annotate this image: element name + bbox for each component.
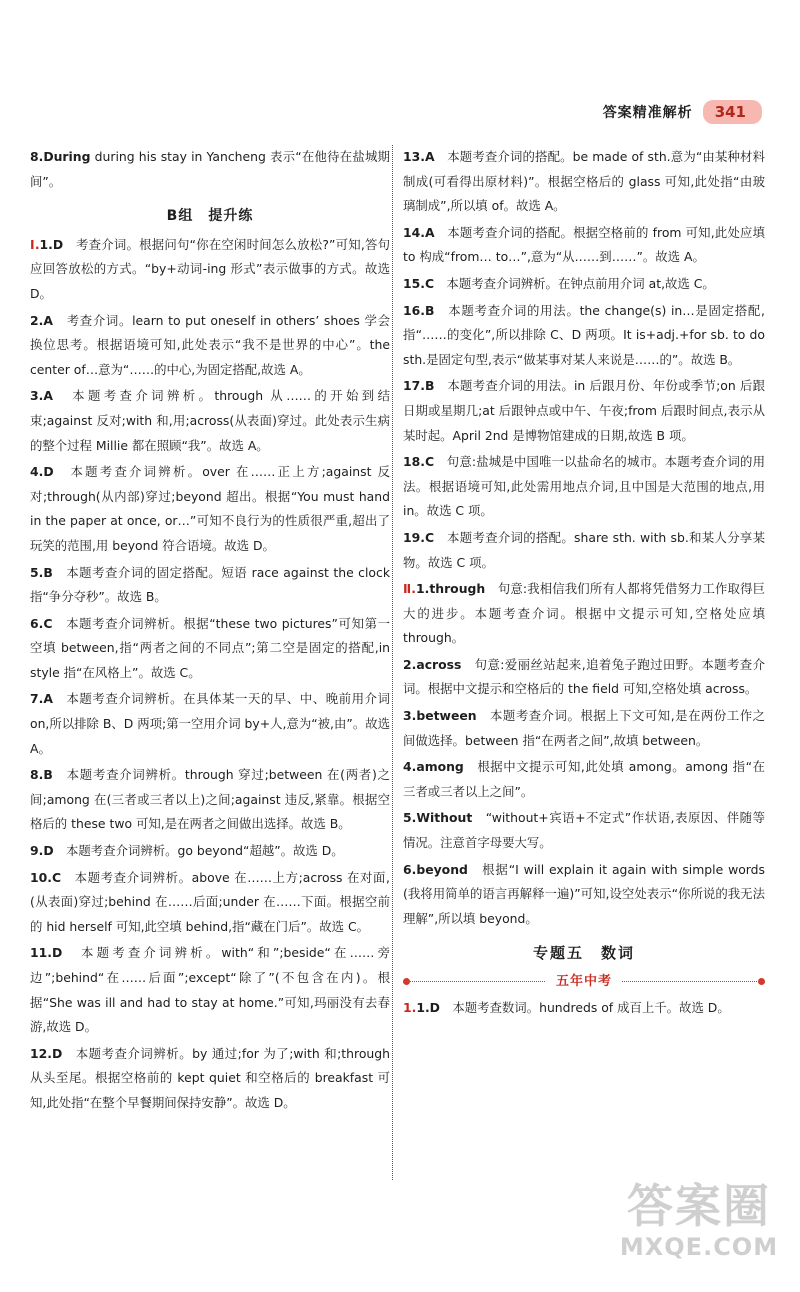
page-number-badge: 341 [703, 100, 762, 124]
answer-explanation: 考查介词。根据问句“你在空闲时间怎么放松?”可知,答句应回答放松的方式。“by+动词-ing 形式”表示做事的方式。故选 D。 [30, 236, 390, 301]
rule-dot-left [403, 978, 410, 985]
answer-item [30, 460, 390, 558]
answer-explanation: 本题考查介词辨析。根据“these two pictures”可知第一空填 between,指“两者之间的不同点”;第二空是固定的搭配,in style 指“在风格上”。故选 C。 [30, 615, 390, 680]
five-year-label: 五年中考 [546, 970, 622, 995]
topic-heading: 专题五 数词 [532, 944, 635, 963]
answer-item [403, 374, 765, 448]
answer-explanation: 本题考查介词辨析。在具体某一天的早、中、晚前用介词 on,所以排除 B、D 两项;第一空用介词 by+人,意为“被,由”。故选 A。 [30, 691, 390, 756]
answer-explanation: 本题考查介词的固定搭配。短语 race against the clock 指“争分夺秒”。故选 B。 [30, 564, 390, 605]
header-title: 答案精准解析 [602, 105, 693, 121]
answer-explanation: 本题考查介词的搭配。根据空格前的 from 可知,此处应填 to 构成“from… to…”,意为“从……到……”。故选 A。 [403, 224, 765, 265]
answer-number: 6.C [30, 615, 53, 631]
answer-item [403, 806, 765, 855]
column-divider [392, 145, 393, 1180]
section-mark: Ⅰ. [30, 236, 40, 252]
answer-item [403, 272, 765, 297]
answer-number: 17.B [403, 378, 435, 394]
section-mark: Ⅱ. [403, 581, 416, 597]
answer-item [30, 763, 390, 837]
answer-explanation: during his stay in Yancheng 表示“在他待在盐城期间”。 [30, 149, 390, 189]
answer-number: 15.C [403, 275, 435, 291]
answer-number: 5.Without [403, 810, 473, 826]
answer-number: 8.During [30, 149, 91, 164]
answer-item [403, 704, 765, 753]
answer-explanation: 本题考查介词辨析。在钟点前用介词 at,故选 C。 [434, 275, 715, 291]
answer-item [403, 653, 765, 702]
answer-number: 10.C [30, 869, 62, 885]
section-mark: 1. [403, 1000, 417, 1015]
answer-item [30, 941, 390, 1039]
answer-item [403, 299, 765, 373]
answer-number: 8.B [30, 767, 53, 783]
answer-number: 1.D [39, 236, 64, 252]
answer-explanation: 本题考查介词的搭配。share sth. with sb.和某人分享某物。故选 C 项。 [403, 529, 765, 570]
answer-number: 12.D [30, 1045, 63, 1061]
answer-number: 3.A [30, 388, 53, 404]
answer-explanation: 句意:爱丽丝站起来,追着兔子跑过田野。本题考查介词。根据中文提示和空格后的 the field 可知,空格处填 across。 [403, 656, 765, 697]
answer-explanation: 根据“I will explain it again with simple words (我将用简单的语言再解释一遍)”可知,设空处表示“你所说的我无法理解”,所以填 beyond。 [403, 861, 765, 926]
answer-number: 18.C [403, 454, 435, 470]
page-header [603, 100, 762, 124]
answer-item [403, 221, 765, 270]
answer-number: 5.B [30, 564, 53, 580]
group-heading: B组 提升练 [166, 208, 254, 225]
answer-item [30, 561, 390, 610]
answer-explanation: 本题考查介词辨析。through 穿过;between 在(两者)之间;among 在(三者或三者以上)之间;against 违反,紧靠。根据空格后的 these two 可知,是在两者之间做出选择。故选 B。 [30, 767, 390, 832]
right-column [403, 145, 765, 1023]
answer-number: 4.D [30, 464, 54, 480]
answer-item [403, 145, 765, 219]
answer-number: 7.A [30, 691, 53, 707]
watermark-logo [614, 1180, 784, 1270]
answer-item [30, 145, 390, 194]
answer-item [30, 612, 390, 686]
answer-number: 13.A [403, 149, 435, 164]
answer-explanation: 本题考查介词的搭配。be made of sth.意为“由某种材料制成(可看得出原材料)”。根据空格后的 glass 可知,此处指“由玻璃制成”,所以填 of。故选 A。 [403, 149, 765, 214]
answer-explanation: 考查介词。learn to put oneself in others’ shoes 学会换位思考。根据语境可知,此处表示“我不是世界的中心”。the center of…意为“……的中心,为固定搭配,故选 A。 [30, 312, 390, 377]
answer-explanation: 句意:盐城是中国唯一以盐命名的城市。本题考查介词的用法。根据语境可知,此处需用地点介词,且中国是大范围的地点,用 in。故选 C 项。 [403, 454, 765, 519]
watermark-logo-text: 答案圈 [627, 1179, 771, 1233]
answer-item [403, 755, 765, 804]
answer-explanation: 句意:我相信我们所有人都将凭借努力工作取得巨大的进步。本题考查介词。根据中文提示可知,空格处应填 through。 [403, 581, 765, 646]
answer-explanation: “without+宾语+不定式”作状语,表原因、伴随等情况。注意首字母要大写。 [403, 810, 765, 851]
left-column [30, 145, 390, 1118]
answer-item [30, 687, 390, 761]
watermark-url: MXQE.COM [619, 1233, 779, 1261]
answer-number: 1.through [416, 581, 486, 597]
answer-number: 14.A [403, 224, 435, 240]
answer-explanation: 本题考查介词。根据上下文可知,是在两份工作之间做选择。between 指“在两者之间”,故填 between。 [403, 708, 765, 748]
answer-item [30, 1042, 390, 1116]
answer-item [403, 526, 765, 575]
answer-explanation: 本题考查介词辨析。with“和”;beside“在……旁边”;behind“在……后面”;except“除了”(不包含在内)。根据“She was ill and had to stay at home.”可知,玛丽没有去春游,故选 D。 [30, 945, 390, 1035]
answer-explanation: 本题考查介词辨析。go beyond“超越”。故选 D。 [53, 843, 344, 859]
answer-item [403, 858, 765, 932]
answer-item [403, 450, 765, 524]
answer-number: 4.among [403, 759, 464, 775]
answer-number: 9.D [30, 843, 54, 859]
answer-number: 11.D [30, 945, 63, 961]
answer-number: 3.between [403, 708, 477, 724]
answer-explanation: 本题考查介词辨析。through 从……的开始到结束;against 反对;with 和,用;across(从表面)穿过。此处表示生病的整个过程 Millie 都在照顾“我”。故选 A。 [30, 388, 390, 453]
answer-item [30, 384, 390, 458]
answer-explanation: 本题考查介词辨析。over 在……正上方;against 反对;through(从内部)穿过;beyond 超出。根据“You must hand in the paper at once, or…”可知不良行为的性质很严重,超出了玩笑的范围,用 beyond 符合语境。故选 D。 [30, 464, 390, 553]
answer-item [30, 839, 390, 864]
answer-item [30, 233, 390, 307]
answer-item [403, 577, 765, 651]
answer-item [30, 866, 390, 940]
answer-number: 19.C [403, 529, 435, 545]
answer-number: 6.beyond [403, 861, 468, 877]
answer-explanation: 根据中文提示可知,此处填 among。among 指“在三者或三者以上之间”。 [403, 759, 765, 799]
five-year-banner [403, 968, 765, 994]
answer-explanation: 本题考查介词的用法。in 后跟月份、年份或季节;on 后跟日期或星期几;at 后跟钟点或中午、午夜;from 后跟时间点,表示从某时起。April 2nd 是博物馆建成的日期,故选 B 项。 [403, 378, 765, 443]
answer-number: 2.across [403, 656, 462, 672]
answer-number: 2.A [30, 312, 53, 328]
answer-item [403, 996, 765, 1021]
answer-explanation: 本题考查介词的用法。the change(s) in…是固定搭配,指“……的变化”,所以排除 C、D 两项。It is+adj.+for sb. to do sth.是固定句型,表示“做某事对某人来说是……的”。故选 B。 [403, 302, 765, 367]
answer-explanation: 本题考查介词辨析。above 在……上方;across 在对面,(从表面)穿过;behind 在……后面;under 在……下面。根据空前的 hid herself 可知,此空填 behind,指“藏在门后”。故选 C。 [30, 869, 390, 934]
rule-dot-right [758, 978, 765, 985]
answer-explanation: 本题考查数词。hundreds of 成百上千。故选 D。 [439, 1000, 730, 1015]
answer-explanation: 本题考查介词辨析。by 通过;for 为了;with 和;through 从头至尾。根据空格前的 kept quiet 和空格后的 breakfast 可知,此处指“在整个早餐期间保持安静”。故选 D。 [30, 1045, 390, 1110]
answer-item [30, 309, 390, 383]
answer-number: 1.D [416, 1000, 440, 1015]
answer-number: 16.B [403, 302, 435, 318]
